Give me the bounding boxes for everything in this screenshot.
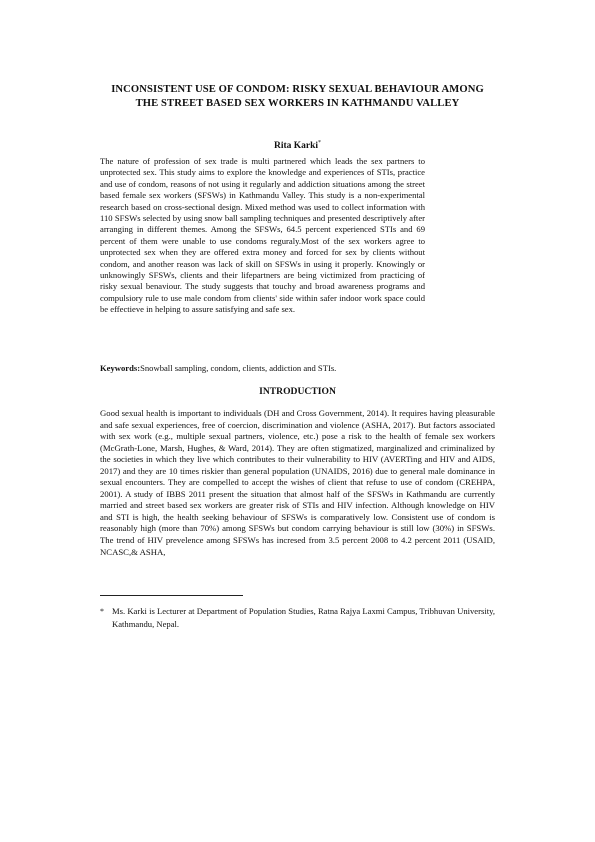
author-footnote-mark: * — [318, 140, 322, 146]
footnote-mark: * — [100, 607, 104, 616]
footnote-divider — [100, 595, 243, 596]
keywords-label: Keywords: — [100, 363, 141, 373]
author-name: Rita Karki — [273, 141, 319, 152]
footnote-text: Ms. Karki is Lecturer at Department of Population Studies, Ratna Rajya Laxmi Campus, Tribhuvan University, Kathmandu, Nepal. — [112, 606, 495, 629]
introduction-paragraph: Good sexual health is important to individuals (DH and Cross Government, 2014). It requires having pleasurable and safe sexual experiences, free of coercion, discrimination and violence (ASHA, 2017). But factors associated with sex work (e.g., multiple sexual partners, violence, etc.) pose a risk to the health of female sex workers (McGrath-Lone, Marsh, Hughes, & Ward, 2014). They are often stigmatized, marginalized and criminalized by the societies in which they live which contributes to their vulnerability to HIV (AVERTing and HIV and AIDS, 2017) and they are 10 times riskier than general population (UNAIDS, 2016) due to general male dominance in sexual encounters. They are compelled to accept the wishes of client that refuse to use of condom (CREHPA, 2001). A study of IBBS 2011 present the situation that almost half of the SFSWs in Kathmandu are currently married and street based sex workers are greater risk of STIs and HIV infection. Although knowledge on HIV and STI is high, the health seeking behaviour of SFSWs is comparatively low. Consistent use of condom is reasonably high (more than 70%) among SFSWs but condom carrying behaviour is still low (30%) in SFSWs. The trend of HIV prevelence among SFSWs has incresed from 3.5 percent 2008 to 4.2 percent 2011 (USAID, NCASC,& ASHA, — [100, 408, 495, 557]
author-line — [0, 140, 595, 151]
abstract: The nature of profession of sex trade is multi partnered which leads the sex partners to unprotected sex. This study aims to explore the knowledge and experiences of STIs, practice and use of condom, reasons of not using it regularly and addiction situations among the street based female sex workers (SFSWs) in Kathmandu Valley. This study is a non-experimental research based on cross-sectional design. Mixed method was used to collect information with 110 SFSWs selected by using snow ball sampling techniques and presented descriptively after arranging in different themes. Among the SFSWs, 64.5 percent experienced STIs and 69 percent of them were unable to use condoms reguraly.Most of the sex workers agree to unprotected sex when they are offered extra money and forced for sex by clients without condom, and another reason was lack of skill on SFSWs in using it properly. Knowingly or unknowingly SFSWs, clients and their lifepartners are being victimized from practicing of risky sexual benaviour. The study suggests that touchy and broad awareness programs and compulsiory rule to use male condom from clients' side within safer indoor work space could be effectieve in helping to assure satisfying and safe sex. — [100, 156, 425, 315]
footnote — [100, 605, 495, 630]
keywords — [100, 363, 430, 374]
keywords-text: Snowball sampling, condom, clients, addiction and STIs. — [140, 363, 337, 373]
section-heading-introduction: INTRODUCTION — [259, 386, 336, 397]
paper-title: INCONSISTENT USE OF CONDOM: RISKY SEXUAL BEHAVIOUR AMONG THE STREET BASED SEX WORKERS IN KATHMANDU VALLEY — [111, 84, 484, 109]
